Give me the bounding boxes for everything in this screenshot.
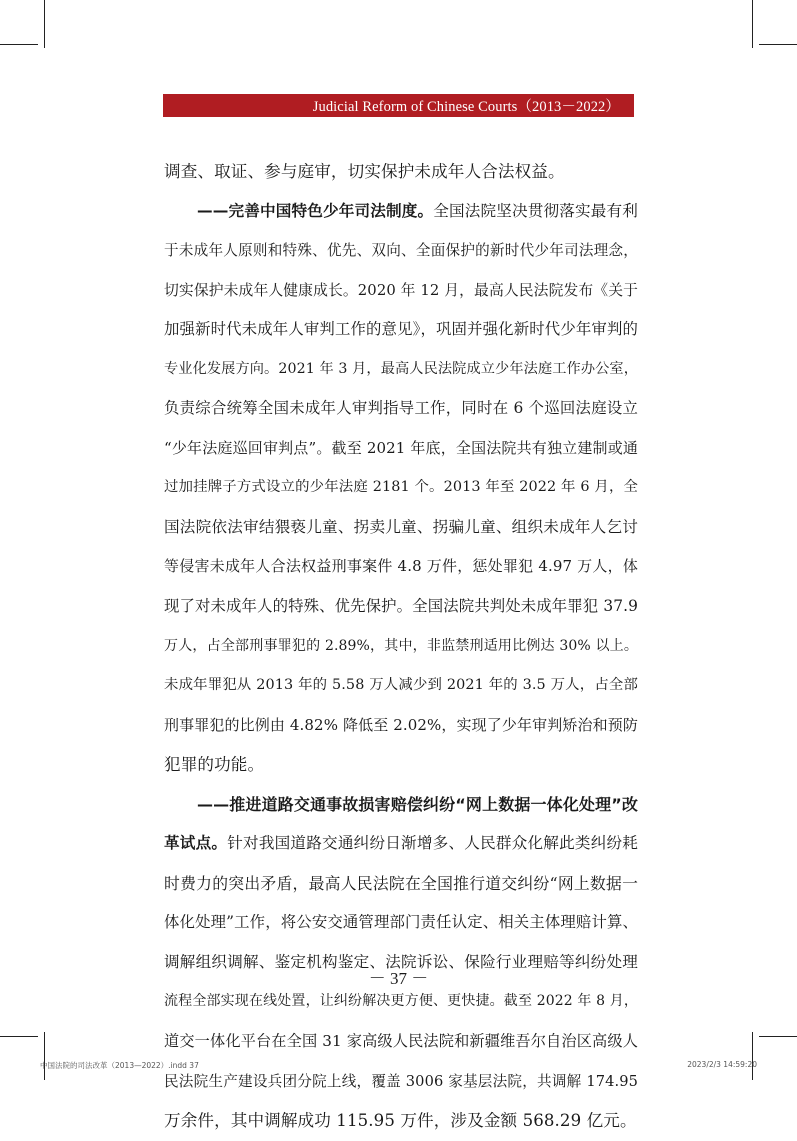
text-line	[164, 627, 638, 667]
crop-mark	[752, 1032, 753, 1080]
text-line	[164, 192, 638, 232]
line-text: 万余件，其中调解成功 115.95 万件，涉及金额 568.29 亿元。	[164, 1111, 637, 1131]
text-line	[164, 271, 638, 311]
crop-mark	[0, 44, 38, 45]
text-line	[164, 152, 638, 192]
text-line	[164, 824, 638, 864]
line-text: 民法院生产建设兵团分院上线，覆盖 3006 家基层法院，共调解 174.95	[164, 1072, 638, 1090]
text-line	[164, 706, 638, 746]
crop-mark	[44, 1032, 45, 1080]
line-text: 负责综合统筹全国未成年人审判指导工作，同时在 6 个巡回法庭设立	[164, 399, 638, 418]
line-text: 时费力的突出矛盾，最高人民法院在全国推行道交纠纷“网上数据一	[164, 873, 638, 893]
line-text: 等侵害未成年人合法权益刑事案件 4.8 万件，惩处罪犯 4.97 万人，体	[164, 557, 638, 576]
line-text: 调解组织调解、鉴定机构鉴定、法院诉讼、保险行业理赔等纠纷处理	[164, 952, 638, 971]
text-line	[164, 745, 638, 785]
line-text: 调查、取证、参与庭审，切实保护未成年人合法权益。	[164, 162, 565, 181]
line-text: 现了对未成年人的特殊、优先保护。全国法院共判处未成年罪犯 37.9	[164, 597, 638, 616]
text-line	[164, 231, 638, 271]
text-line	[164, 785, 638, 825]
text-line	[164, 468, 638, 508]
line-text: 道交一体化平台在全国 31 家高级人民法院和新疆维吾尔自治区高级人	[164, 1032, 638, 1051]
text-line	[164, 547, 638, 587]
print-slug-file: 中国法院的司法改革（2013—2022）.indd 37	[40, 1061, 199, 1070]
line-text: 切实保护未成年人健康成长。2020 年 12 月，最高人民法院发布《关于	[164, 281, 638, 299]
running-header	[163, 94, 634, 117]
text-line	[164, 389, 638, 429]
text-line	[164, 864, 638, 904]
text-line	[164, 1062, 638, 1102]
text-line	[164, 429, 638, 469]
text-line	[164, 508, 638, 548]
text-line	[164, 587, 638, 627]
line-text: 国法院依法审结猥亵儿童、拐卖儿童、拐骗儿童、组织未成年人乞讨	[164, 517, 638, 536]
line-text: 犯罪的功能。	[164, 755, 265, 775]
print-slug-timestamp: 2023/2/3 14:59:20	[687, 1060, 757, 1069]
bold-heading: ——完善中国特色少年司法制度。	[197, 201, 434, 220]
crop-mark	[752, 0, 753, 48]
crop-mark	[44, 0, 45, 48]
line-text: 加强新时代未成年人审判工作的意见》，巩固并强化新时代少年审判的	[164, 320, 638, 339]
line-text: 于未成年人原则和特殊、优先、双向、全面保护的新时代少年司法理念，	[164, 242, 638, 260]
line-text: 未成年罪犯从 2013 年的 5.58 万人减少到 2021 年的 3.5 万人，占全部	[164, 677, 638, 694]
line-text: 体化处理”工作，将公安交通管理部门责任认定、相关主体理赔计算、	[164, 913, 638, 932]
text-line	[164, 350, 638, 390]
text-line	[164, 1022, 638, 1062]
text-line	[164, 903, 638, 943]
page-number: － 37 －	[368, 969, 429, 988]
line-text: “少年法庭巡回审判点”。截至 2021 年底，全国法院共有独立建制或通	[164, 438, 638, 457]
line-text: 流程全部实现在线处置，让纠纷解决更方便、更快捷。截至 2022 年 8 月，	[164, 993, 638, 1010]
crop-mark	[759, 44, 797, 45]
text-line	[164, 1101, 638, 1141]
line-text: 万人，占全部刑事罪犯的 2.89%，其中，非监禁刑适用比例达 30% 以上。	[164, 637, 638, 654]
line-text: 刑事罪犯的比例由 4.82% 降低至 2.02%，实现了少年审判矫治和预防	[164, 715, 638, 734]
bold-heading: 革试点。	[164, 834, 228, 853]
body-text	[164, 152, 638, 1141]
line-text: 全国法院坚决贯彻落实最有利	[433, 201, 638, 220]
running-header-title: Judicial Reform of Chinese Courts（2013－2022）	[312, 99, 620, 115]
text-line	[164, 310, 638, 350]
crop-mark	[759, 1036, 797, 1037]
text-line	[164, 666, 638, 706]
line-text: 专业化发展方向。2021 年 3 月，最高人民法院成立少年法庭工作办公室，	[164, 360, 638, 377]
line-text: 针对我国道路交通纠纷日渐增多、人民群众化解此类纠纷耗	[227, 834, 638, 853]
crop-mark	[0, 1036, 38, 1037]
bold-heading: ——推进道路交通事故损害赔偿纠纷“网上数据一体化处理”改	[197, 794, 638, 814]
line-text: 过加挂牌子方式设立的少年法庭 2181 个。2013 年至 2022 年 6 月，全	[164, 479, 638, 496]
